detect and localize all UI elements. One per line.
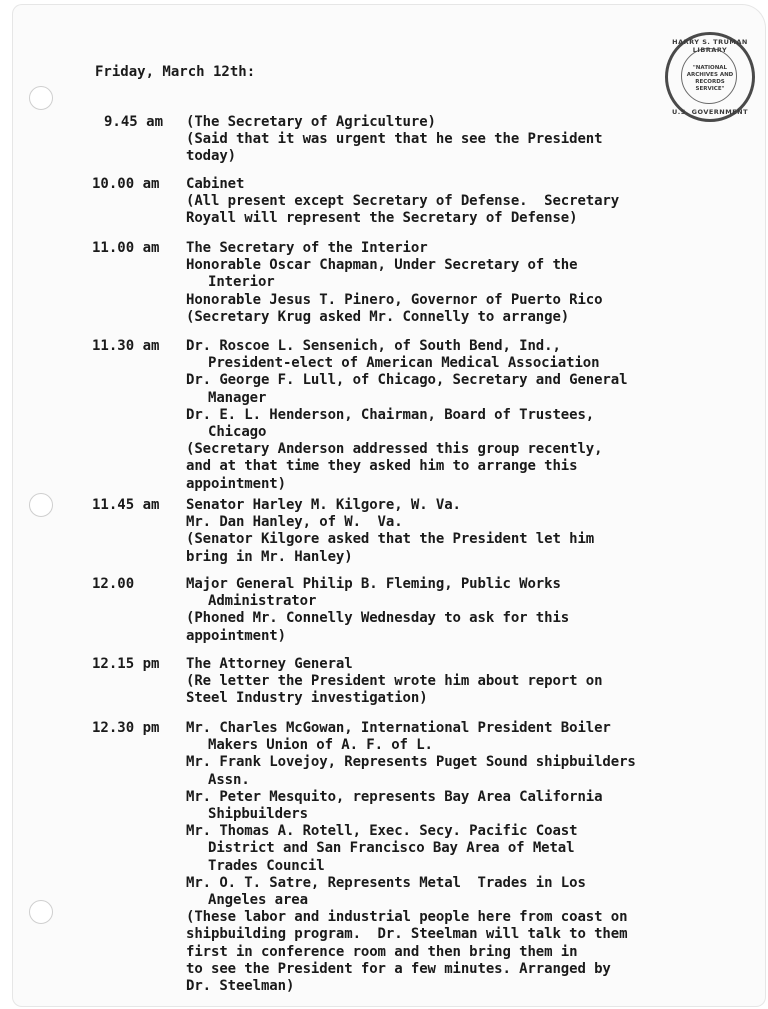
entry-line: President-elect of American Medical Association: [208, 355, 600, 372]
entry-line: (Phoned Mr. Connelly Wednesday to ask for this: [186, 610, 570, 627]
entry-line: Makers Union of A. F. of L.: [208, 737, 433, 754]
entry-line: Mr. Dan Hanley, of W. Va.: [186, 514, 403, 531]
entry-line: (Re letter the President wrote him about report on: [186, 673, 603, 690]
entry-line: appointment): [186, 475, 286, 492]
entry-lines: [186, 176, 746, 228]
entry-line: Dr. Roscoe L. Sensenich, of South Bend, Ind.,: [186, 338, 561, 354]
entry-time: 12.15 pm: [92, 656, 160, 672]
entry-time: 12.30 pm: [92, 720, 160, 736]
stamp-bottom-text: U.S. GOVERNMENT: [671, 108, 749, 116]
entry-line: (The Secretary of Agriculture): [186, 114, 436, 130]
library-stamp: [665, 32, 755, 122]
stamp-center-text: "NATIONAL ARCHIVES AND RECORDS SERVICE": [686, 65, 734, 92]
entry-line: to see the President for a few minutes. Arranged by: [186, 960, 611, 977]
entry-time: 10.00 am: [92, 176, 160, 192]
entry-line: (Senator Kilgore asked that the President let him: [186, 531, 595, 548]
entry-line: Chicago: [208, 424, 267, 441]
entry-line: Mr. Charles McGowan, International President Boiler: [186, 720, 611, 736]
entry-line: Senator Harley M. Kilgore, W. Va.: [186, 497, 461, 513]
entry-line: and at that time they asked him to arrange this: [186, 458, 578, 475]
entry-lines: [186, 656, 746, 708]
entry-line: Interior: [208, 274, 275, 291]
entry-line: Mr. Thomas A. Rotell, Exec. Secy. Pacific Coast: [186, 823, 578, 840]
entry-line: Honorable Jesus T. Pinero, Governor of Puerto Rico: [186, 291, 603, 308]
entry-lines: [186, 497, 746, 566]
entry-line: Dr. E. L. Henderson, Chairman, Board of Trustees,: [186, 406, 595, 423]
punch-hole: [29, 900, 53, 924]
entry-line: Dr. George F. Lull, of Chicago, Secretary and General: [186, 372, 628, 389]
entry-lines: [186, 114, 746, 166]
entry-line: Major General Philip B. Fleming, Public Works: [186, 576, 561, 592]
entry-time: 11.00 am: [92, 240, 160, 256]
entry-lines: [186, 720, 746, 995]
stamp-top-text: HARRY S. TRUMAN LIBRARY: [672, 38, 748, 54]
entry-line: (All present except Secretary of Defense. Secretary: [186, 193, 620, 210]
entry-line: first in conference room and then bring them in: [186, 943, 578, 960]
entry-line: The Secretary of the Interior: [186, 240, 428, 256]
punch-hole: [29, 493, 53, 517]
entry-lines: [186, 576, 746, 645]
entry-line: (Secretary Anderson addressed this group recently,: [186, 441, 603, 458]
entry-line: (Said that it was urgent that he see the President: [186, 131, 603, 148]
entry-line: Angeles area: [208, 892, 308, 909]
entry-time: 11.30 am: [92, 338, 160, 354]
entry-line: The Attorney General: [186, 656, 353, 672]
entry-line: Steel Industry investigation): [186, 690, 428, 707]
entry-lines: [186, 240, 746, 326]
entry-line: District and San Francisco Bay Area of Metal: [208, 840, 575, 857]
entry-line: Dr. Steelman): [186, 978, 295, 995]
entry-line: appointment): [186, 627, 286, 644]
entry-line: Administrator: [208, 593, 317, 610]
entry-line: Assn.: [208, 771, 250, 788]
entry-time: 9.45 am: [104, 114, 164, 130]
entry-line: Mr. O. T. Satre, Represents Metal Trades in Los: [186, 874, 586, 891]
entry-line: Trades Council: [208, 857, 325, 874]
entry-line: Honorable Oscar Chapman, Under Secretary of the: [186, 257, 578, 274]
entry-line: Manager: [208, 389, 267, 406]
entry-time: 11.45 am: [92, 497, 160, 513]
entry-line: (Secretary Krug asked Mr. Connelly to arrange): [186, 308, 570, 325]
entry-time: 12.00: [92, 576, 135, 592]
entry-line: shipbuilding program. Dr. Steelman will talk to them: [186, 926, 628, 943]
entry-line: bring in Mr. Hanley): [186, 548, 353, 565]
entry-line: Mr. Peter Mesquito, represents Bay Area California: [186, 788, 603, 805]
entry-line: Mr. Frank Lovejoy, Represents Puget Sound shipbuilders: [186, 754, 636, 771]
entry-lines: [186, 338, 746, 493]
entry-line: (These labor and industrial people here from coast on: [186, 909, 628, 926]
page-heading: Friday, March 12th:: [95, 64, 256, 80]
punch-hole: [29, 86, 53, 110]
entry-line: Cabinet: [186, 176, 245, 192]
entry-line: Shipbuilders: [208, 806, 308, 823]
entry-line: today): [186, 148, 236, 165]
entry-line: Royall will represent the Secretary of Defense): [186, 210, 578, 227]
